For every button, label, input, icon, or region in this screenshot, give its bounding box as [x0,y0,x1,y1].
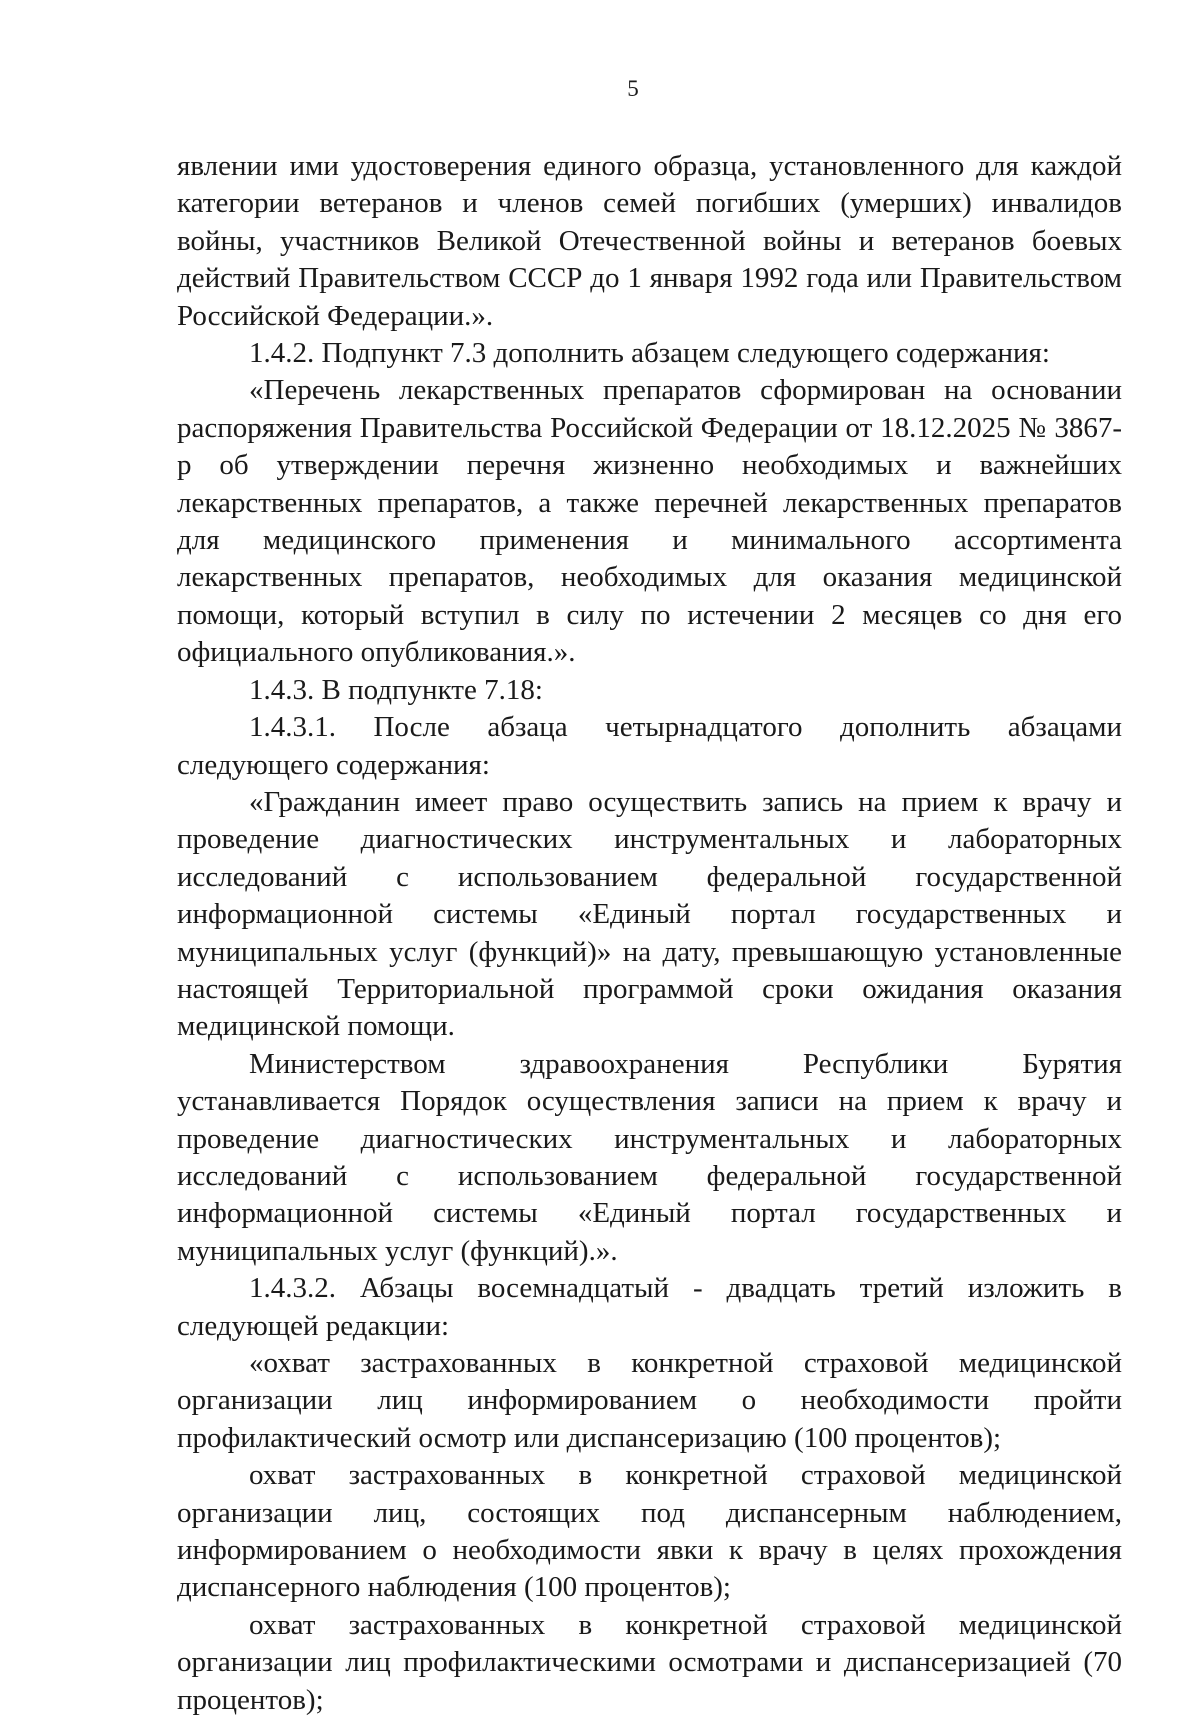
paragraph: 1.4.3. В подпункте 7.18: [249,673,543,706]
paragraph: «Гражданин имеет право осуществить запись на прием к врачу и проведение диагностических инструментальных и лабораторных исследований с использованием федеральной государственной информационной системы «Единый портал государственных и муниципальных услуг (функций)» на дату, превышающую установленные настоящей Территориальной программой сроки ожидания оказания медицинской помощи. [177,785,1122,1043]
paragraph: 1.4.3.2. Абзацы восемнадцатый - двадцать третий изложить в следующей редакции: [177,1272,1122,1342]
document-body [177,148,1122,1719]
page-number: 5 [627,76,639,101]
paragraph: «охват застрахованных в конкретной страховой медицинской организации лиц информированием о необходимости пройти профилактический осмотр или диспансеризацию (100 процентов); [177,1347,1122,1454]
paragraph: охват застрахованных в конкретной страховой медицинской организации лиц профилактическими осмотрами и диспансеризацией (70 процентов); [177,1608,1122,1716]
paragraph: явлении ими удостоверения единого образца, установленного для каждой категории ветеранов и членов семей погибших (умерших) инвалидов войны, участников Великой Отечественной войны и ветеранов боевых действий Правительством СССР до 1 января 1992 года или Правительством Российской Федерации.». [177,150,1122,332]
paragraph: 1.4.2. Подпункт 7.3 дополнить абзацем следующего содержания: [249,337,1050,370]
paragraph: охват застрахованных в конкретной страховой медицинской организации лиц, состоящих под диспансерным наблюдением, информированием о необходимости явки к врачу в целях прохождения диспансерного наблюдения (100 процентов); [177,1459,1122,1604]
paragraph: Министерством здравоохранения Республики Бурятия устанавливается Порядок осуществления записи на прием к врачу и проведение диагностических инструментальных и лабораторных исследований с использованием федеральной государственной информационной системы «Единый портал государственных и муниципальных услуг (функций).». [177,1047,1122,1267]
paragraph: 1.4.3.1. После абзаца четырнадцатого дополнить абзацами следующего содержания: [177,711,1122,781]
paragraph: «Перечень лекарственных препаратов сформирован на основании распоряжения Правительства Российской Федерации от 18.12.2025 № 3867-р об утверждении перечня жизненно необходимых и важнейших лекарственных препаратов, а также перечней лекарственных препаратов для медицинского применения и минимального ассортимента лекарственных препаратов, необходимых для оказания медицинской помощи, который вступил в силу по истечении 2 месяцев со дня его официального опубликования.». [177,374,1122,669]
